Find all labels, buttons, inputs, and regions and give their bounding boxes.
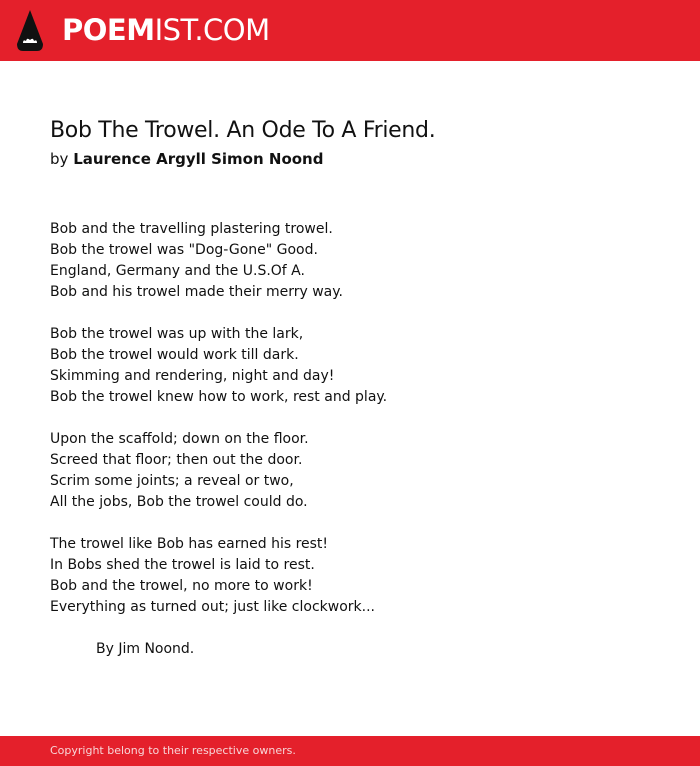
poem-stanza (50, 219, 387, 303)
poem-line: Bob and the trowel, no more to work! (50, 578, 313, 594)
logo-text-bold: POEM (62, 13, 155, 47)
site-logo[interactable] (62, 12, 270, 48)
site-header (0, 0, 700, 61)
poem-line: All the jobs, Bob the trowel could do. (50, 494, 308, 510)
poem-stanza (50, 534, 387, 618)
byline-prefix: by (50, 150, 69, 168)
poem-title: Bob The Trowel. An Ode To A Friend. (50, 118, 436, 143)
poem-line: Bob the trowel was up with the lark, (50, 326, 304, 342)
site-footer (0, 736, 700, 766)
poem-line: Bob and his trowel made their merry way. (50, 284, 343, 300)
pencil-tip-icon[interactable] (17, 10, 43, 51)
poem-line: Bob the trowel was "Dog-Gone" Good. (50, 242, 318, 258)
poem-line: Scrim some joints; a reveal or two, (50, 473, 294, 489)
poem-line: England, Germany and the U.S.Of A. (50, 263, 305, 279)
logo-text-light: IST.COM (154, 13, 270, 47)
poem-line: Everything as turned out; just like clockwork... (50, 599, 375, 615)
copyright-notice: Copyright belong to their respective owners. (50, 744, 296, 757)
poem-stanza (50, 324, 387, 408)
poem-line: Screed that floor; then out the door. (50, 452, 303, 468)
poem-stanza (50, 429, 387, 513)
poem-line: Bob the trowel would work till dark. (50, 347, 299, 363)
poem-line: Bob the trowel knew how to work, rest and play. (50, 389, 388, 405)
poem-author[interactable]: Laurence Argyll Simon Noond (73, 150, 324, 168)
poem-signoff: By Jim Noond. (96, 641, 195, 657)
poem-line: Skimming and rendering, night and day! (50, 368, 335, 384)
poem-line: The trowel like Bob has earned his rest! (50, 536, 329, 552)
poem-line: In Bobs shed the trowel is laid to rest. (50, 557, 315, 573)
poem-byline (50, 149, 323, 169)
poem-body (50, 219, 387, 639)
poem-line: Upon the scaffold; down on the floor. (50, 431, 309, 447)
poem-line: Bob and the travelling plastering trowel. (50, 221, 333, 237)
